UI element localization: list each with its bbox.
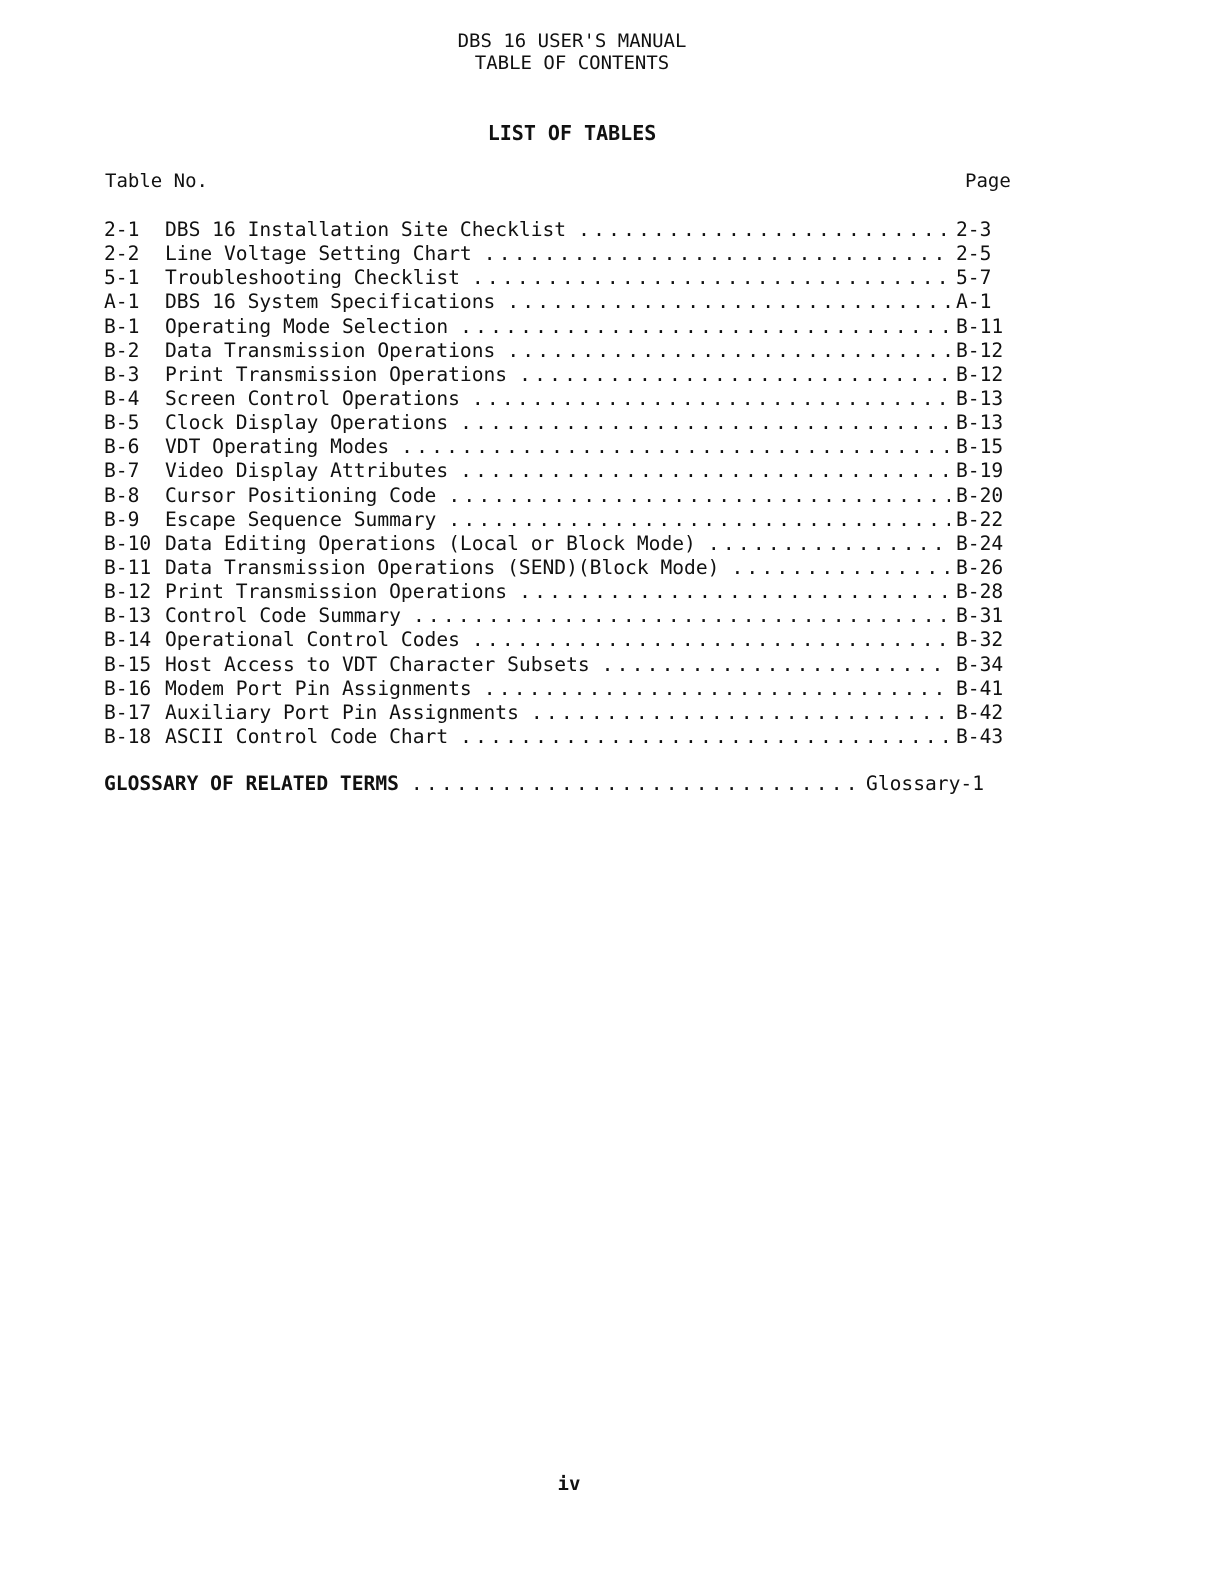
page-ref: B-15 bbox=[956, 435, 1004, 459]
toc-row bbox=[104, 266, 1014, 290]
table-title: Screen Control Operations bbox=[165, 386, 460, 410]
dot-leader bbox=[495, 290, 950, 313]
table-title: Auxiliary Port Pin Assignments bbox=[165, 700, 519, 724]
page-ref: B-31 bbox=[956, 604, 1004, 628]
page-ref: A-1 bbox=[956, 290, 992, 314]
dot-leader bbox=[399, 772, 858, 795]
page-ref: B-28 bbox=[956, 580, 1004, 604]
table-title: Host Access to VDT Character Subsets bbox=[165, 652, 590, 676]
dot-leader bbox=[448, 411, 950, 434]
toc-row bbox=[104, 508, 1014, 532]
dot-leader bbox=[719, 556, 950, 579]
toc-row bbox=[104, 556, 1014, 580]
table-title: VDT Operating Modes bbox=[165, 435, 390, 459]
table-number: B-17 bbox=[104, 700, 152, 724]
toc-row bbox=[104, 339, 1014, 363]
toc-row bbox=[104, 628, 1014, 652]
page-ref: 5-7 bbox=[956, 266, 992, 290]
dot-leader bbox=[448, 725, 950, 748]
page-ref: B-24 bbox=[956, 531, 1004, 555]
dot-leader bbox=[696, 532, 950, 555]
section-title: LIST OF TABLES bbox=[487, 121, 657, 145]
table-title: ASCII Control Code Chart bbox=[165, 724, 449, 748]
table-number: B-7 bbox=[104, 459, 140, 483]
table-title: Video Display Attributes bbox=[165, 459, 449, 483]
table-number: 2-2 bbox=[104, 242, 140, 266]
table-number: 2-1 bbox=[104, 218, 140, 241]
table-number: B-14 bbox=[104, 628, 152, 652]
glossary-entry bbox=[104, 772, 984, 795]
table-number: B-10 bbox=[104, 531, 152, 555]
toc-row bbox=[104, 532, 1014, 556]
page-ref: B-11 bbox=[956, 314, 1004, 338]
toc-row bbox=[104, 580, 1014, 604]
table-title: Clock Display Operations bbox=[165, 411, 449, 435]
table-number: B-2 bbox=[104, 338, 140, 362]
dot-leader bbox=[507, 580, 950, 603]
page-ref: B-26 bbox=[956, 555, 1004, 579]
table-number: B-13 bbox=[104, 604, 152, 628]
dot-leader bbox=[460, 266, 950, 289]
table-title: Escape Sequence Summary bbox=[165, 507, 437, 531]
page-ref: B-32 bbox=[956, 628, 1004, 652]
column-header-page: Page bbox=[965, 170, 1011, 192]
toc-row bbox=[104, 218, 1014, 242]
toc-row bbox=[104, 290, 1014, 314]
table-number: B-18 bbox=[104, 724, 152, 748]
page-ref: 2-3 bbox=[956, 218, 992, 241]
dot-leader bbox=[436, 484, 950, 507]
dot-leader bbox=[472, 242, 950, 265]
glossary-title: GLOSSARY OF RELATED TERMS bbox=[104, 772, 399, 795]
table-number: B-5 bbox=[104, 411, 140, 435]
table-number: 5-1 bbox=[104, 266, 140, 290]
page-ref: B-12 bbox=[956, 338, 1004, 362]
table-number: B-9 bbox=[104, 507, 140, 531]
dot-leader bbox=[436, 508, 950, 531]
table-title: Modem Port Pin Assignments bbox=[165, 676, 472, 700]
dot-leader bbox=[590, 653, 950, 676]
table-title: Cursor Positioning Code bbox=[165, 483, 437, 507]
dot-leader bbox=[472, 677, 950, 700]
dot-leader bbox=[495, 339, 950, 362]
document-header bbox=[0, 30, 1144, 74]
table-number: B-12 bbox=[104, 580, 152, 604]
toc-row bbox=[104, 653, 1014, 677]
table-number: A-1 bbox=[104, 290, 140, 314]
page-ref: B-13 bbox=[956, 386, 1004, 410]
table-title: Data Transmission Operations bbox=[165, 338, 496, 362]
table-title: DBS 16 System Specifications bbox=[165, 290, 496, 314]
manual-title: DBS 16 USER'S MANUAL bbox=[457, 30, 687, 52]
dot-leader bbox=[448, 315, 950, 338]
table-list bbox=[104, 218, 1014, 749]
toc-row bbox=[104, 677, 1014, 701]
table-number: B-1 bbox=[104, 314, 140, 338]
dot-leader bbox=[460, 387, 950, 410]
table-title: Data Editing Operations (Local or Block Mode) bbox=[165, 531, 696, 555]
page-ref: B-20 bbox=[956, 483, 1004, 507]
table-title: Print Transmission Operations bbox=[165, 362, 508, 386]
table-title: Control Code Summary bbox=[165, 604, 401, 628]
contents-heading: TABLE OF CONTENTS bbox=[474, 52, 670, 74]
page-ref: B-12 bbox=[956, 362, 1004, 386]
table-number: B-4 bbox=[104, 386, 140, 410]
page-ref: B-13 bbox=[956, 411, 1004, 435]
page-ref: B-34 bbox=[956, 652, 1004, 676]
toc-row bbox=[104, 701, 1014, 725]
toc-row bbox=[104, 387, 1014, 411]
table-title: Operating Mode Selection bbox=[165, 314, 449, 338]
page-number: iv bbox=[557, 1473, 581, 1495]
table-title: Data Transmission Operations (SEND)(Block Mode) bbox=[165, 555, 720, 579]
dot-leader bbox=[566, 218, 950, 241]
toc-row bbox=[104, 242, 1014, 266]
page-ref: B-43 bbox=[956, 724, 1004, 748]
toc-row bbox=[104, 484, 1014, 508]
table-number: B-11 bbox=[104, 555, 152, 579]
glossary-page: Glossary-1 bbox=[866, 772, 984, 795]
dot-leader bbox=[401, 604, 950, 627]
page-ref: B-19 bbox=[956, 459, 1004, 483]
page-ref: B-41 bbox=[956, 676, 1004, 700]
toc-row bbox=[104, 315, 1014, 339]
toc-row bbox=[104, 435, 1014, 459]
toc-row bbox=[104, 459, 1014, 483]
dot-leader bbox=[389, 435, 950, 458]
dot-leader bbox=[519, 701, 950, 724]
table-number: B-6 bbox=[104, 435, 140, 459]
page-ref: 2-5 bbox=[956, 242, 992, 266]
dot-leader bbox=[460, 628, 950, 651]
table-number: B-3 bbox=[104, 362, 140, 386]
table-number: B-15 bbox=[104, 652, 152, 676]
toc-row bbox=[104, 604, 1014, 628]
page-ref: B-22 bbox=[956, 507, 1004, 531]
table-number: B-16 bbox=[104, 676, 152, 700]
table-title: DBS 16 Installation Site Checklist bbox=[165, 218, 567, 241]
table-title: Troubleshooting Checklist bbox=[165, 266, 460, 290]
table-title: Line Voltage Setting Chart bbox=[165, 242, 472, 266]
table-number: B-8 bbox=[104, 483, 140, 507]
toc-row bbox=[104, 363, 1014, 387]
toc-row bbox=[104, 725, 1014, 749]
table-title: Print Transmission Operations bbox=[165, 580, 508, 604]
dot-leader bbox=[507, 363, 950, 386]
column-header-table-no: Table No. bbox=[105, 170, 208, 192]
table-title: Operational Control Codes bbox=[165, 628, 460, 652]
toc-row bbox=[104, 411, 1014, 435]
dot-leader bbox=[448, 459, 950, 482]
page-ref: B-42 bbox=[956, 700, 1004, 724]
